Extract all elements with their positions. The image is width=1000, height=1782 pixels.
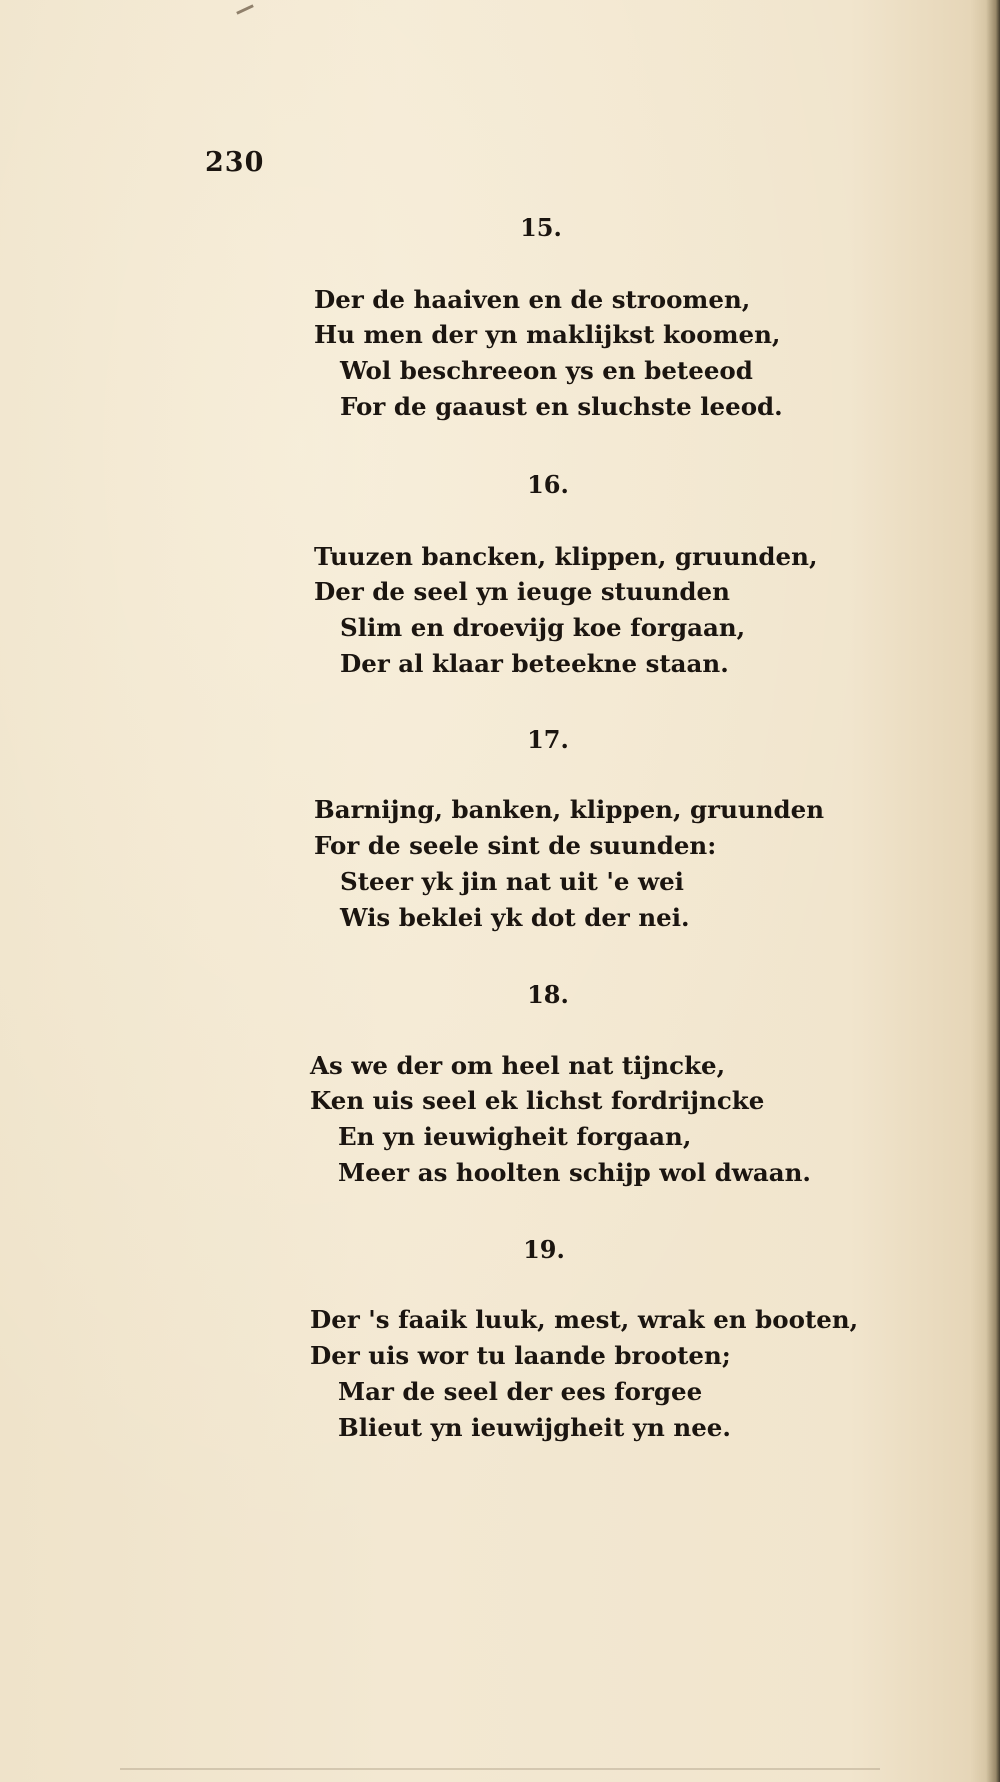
verse-line: Hu men der yn maklijkst koomen, (314, 320, 781, 349)
verse-line: For de gaaust en sluchste leeod. (340, 392, 783, 421)
verse-line: Mar de seel der ees forgee (338, 1377, 703, 1406)
verse-line: Barnijng, banken, klippen, gruunden (314, 795, 825, 824)
verse-line: Der uis wor tu laande brooten; (310, 1341, 731, 1370)
verse-line: Slim en droevijg koe forgaan, (340, 613, 746, 642)
verse-line: Tuuzen bancken, klippen, gruunden, (314, 542, 818, 571)
verse-line: Blieut yn ieuwijgheit yn nee. (338, 1413, 731, 1442)
verse-line: As we der om heel nat tijncke, (310, 1051, 726, 1080)
verse-line: Meer as hoolten schijp wol dwaan. (338, 1158, 811, 1187)
verse-line: Wis beklei yk dot der nei. (340, 903, 690, 932)
verse-line: Der al klaar beteekne staan. (340, 649, 729, 678)
verse-line: For de seele sint de suunden: (314, 831, 717, 860)
stanza-number: 18. (527, 980, 569, 1009)
verse-line: Wol beschreeon ys en beteeod (340, 356, 753, 385)
verse-line: Der 's faaik luuk, mest, wrak en booten, (310, 1305, 859, 1334)
stanza-number: 17. (527, 725, 569, 754)
verse-line: Ken uis seel ek lichst fordrijncke (310, 1086, 765, 1115)
verse-line: Steer yk jin nat uit 'e wei (340, 867, 684, 896)
stanza-number: 19. (523, 1235, 565, 1264)
ink-mark (236, 4, 254, 14)
verse-line: Der de seel yn ieuge stuunden (314, 577, 730, 606)
verse-line: Der de haaiven en de stroomen, (314, 285, 751, 314)
page-number: 230 (205, 147, 265, 178)
page-edge-shadow (986, 0, 1000, 1782)
bottom-edge-line (120, 1768, 880, 1770)
stanza-number: 15. (520, 213, 562, 242)
verse-line: En yn ieuwigheit forgaan, (338, 1122, 692, 1151)
stanza-number: 16. (527, 470, 569, 499)
